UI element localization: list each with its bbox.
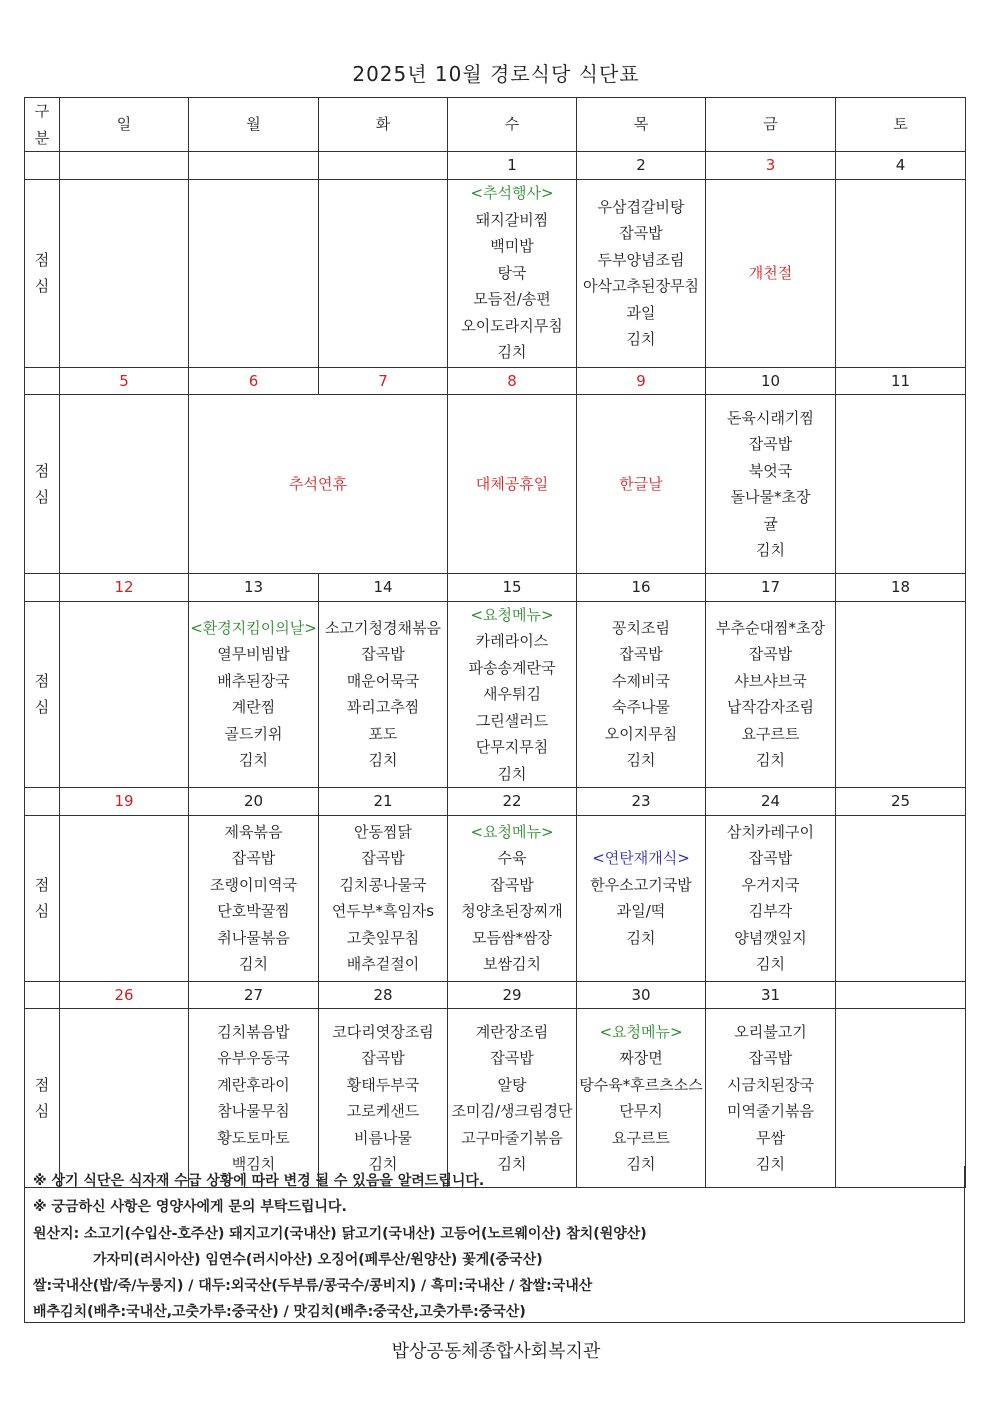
- menu-item: 새우튀김: [483, 685, 541, 703]
- date-row: [25, 788, 966, 816]
- menu-item: 단무지무침: [475, 738, 549, 756]
- menu-item: 청양초된장찌개: [461, 902, 563, 920]
- menu-item: 김치: [626, 751, 656, 770]
- menu-item: 우삼겹갈비탕: [597, 197, 685, 216]
- menu-item: 유부우동국: [217, 1049, 290, 1067]
- meal-cell: [706, 815, 836, 981]
- day-header-mon: 월: [189, 98, 319, 152]
- event-tag: <환경지킴이의날>: [190, 618, 317, 637]
- category-header: 구 분: [25, 98, 60, 152]
- date-cell: [836, 981, 966, 1009]
- date-cell: 1: [448, 152, 577, 180]
- menu-item: 김치: [368, 751, 398, 770]
- menu-item: 오리불고기: [734, 1022, 807, 1041]
- notice-change: ※ 상기 식단은 식자재 수급 상황에 따라 변경 될 수 있음을 알려드립니다.: [33, 1173, 485, 1189]
- menu-item: 안동찜닭: [354, 822, 412, 841]
- menu-item: 꽁치조림: [612, 618, 670, 637]
- menu-item: 김치: [626, 330, 656, 348]
- menu-item: 우거지국: [741, 875, 800, 894]
- holiday-cell-chuseok: 추석연휴: [189, 395, 448, 574]
- menu-item: 소고기청경채볶음: [325, 618, 441, 637]
- menu-item: 김치: [497, 343, 527, 362]
- meal-cell: [706, 395, 836, 574]
- date-cell: 11: [836, 367, 966, 395]
- menu-item: 열무비빔밥: [217, 645, 290, 664]
- lunch-label: 점 심: [25, 395, 60, 574]
- date-cell-holiday: 7: [319, 367, 448, 395]
- holiday-cell-substitute: 대체공휴일: [448, 395, 577, 574]
- date-row: [25, 981, 966, 1009]
- date-cell: 2: [577, 152, 706, 180]
- date-cell: 25: [836, 788, 966, 816]
- menu-item: 포도: [368, 724, 398, 743]
- menu-item: 알탕: [497, 1075, 527, 1094]
- date-cell: 13: [189, 574, 319, 602]
- menu-item: 잡곡밥: [748, 849, 793, 867]
- meal-cell: [577, 601, 706, 788]
- menu-item: 고춧잎무침: [346, 928, 420, 947]
- event-tag: <요청메뉴>: [470, 605, 554, 624]
- notice-inquiry: ※ 궁금하신 사항은 영양사에게 문의 부탁드립니다.: [33, 1199, 347, 1216]
- meal-cell-empty: [189, 179, 319, 367]
- date-cell: 16: [577, 574, 706, 602]
- menu-item: 김치: [756, 955, 785, 973]
- meal-cell: [319, 1009, 448, 1188]
- menu-item: 김치: [239, 955, 268, 973]
- meal-cell: [448, 815, 577, 981]
- meal-cell-empty: [836, 601, 966, 788]
- menu-item: 카레라이스: [475, 632, 549, 650]
- menu-item: 김치: [626, 1155, 656, 1173]
- meal-cell: [448, 1009, 577, 1188]
- date-row: [25, 367, 966, 395]
- menu-item: 수제비국: [612, 671, 670, 690]
- meal-cell-empty: [836, 815, 966, 981]
- menu-item: 모듬전/송편: [473, 290, 551, 309]
- date-row: [25, 152, 966, 180]
- meal-cell: [706, 601, 836, 788]
- menu-item: 김치콩나물국: [339, 875, 427, 894]
- meal-cell: [577, 815, 706, 981]
- menu-item: 백김치: [231, 1155, 276, 1173]
- meal-cell: [319, 815, 448, 981]
- menu-item: 제육볶음: [224, 822, 283, 841]
- menu-item: 매운어묵국: [346, 671, 420, 690]
- date-cell-holiday: 5: [60, 367, 189, 395]
- meal-cell-empty: [836, 1009, 966, 1188]
- menu-item: 두부양념조림: [597, 250, 685, 269]
- menu-item: 과일/떡: [616, 902, 666, 920]
- menu-item: 보쌈김치: [483, 955, 541, 973]
- menu-item: 북엇국: [748, 461, 793, 480]
- meal-cell: [319, 601, 448, 788]
- holiday-cell: 개천절: [706, 179, 836, 367]
- date-cell: [189, 152, 319, 180]
- date-cell: 21: [319, 788, 448, 816]
- meal-cell: [189, 601, 319, 788]
- menu-item: 단호박꿀찜: [217, 902, 290, 920]
- menu-item: 요구르트: [741, 724, 800, 743]
- menu-item: 김치볶음밥: [217, 1022, 290, 1041]
- menu-item: 김치: [239, 751, 268, 770]
- day-header-tue: 화: [319, 98, 448, 152]
- event-tag: <요청메뉴>: [599, 1022, 683, 1041]
- menu-item: 조랭이미역국: [210, 875, 297, 894]
- menu-item: 김치: [626, 928, 656, 947]
- menu-item: 샤브샤브국: [734, 671, 807, 690]
- menu-item: 김치: [756, 1155, 785, 1173]
- menu-item: 잡곡밥: [361, 645, 405, 664]
- meal-cell: [448, 601, 577, 788]
- date-cell-holiday: 3: [706, 152, 836, 180]
- lunch-label: 점 심: [25, 1009, 60, 1188]
- menu-item: 시금치된장국: [727, 1075, 814, 1094]
- date-cell-holiday: 12: [60, 574, 189, 602]
- menu-item: 과일: [626, 303, 656, 322]
- menu-item: 계란후라이: [217, 1075, 290, 1094]
- menu-item: 잡곡밥: [361, 1049, 405, 1067]
- menu-item: 잡곡밥: [231, 849, 276, 867]
- origin-kimchi: 배추김치(배추:국내산,고춧가루:중국산) / 맛김치(배추:중국산,고춧가루:중국산): [33, 1304, 526, 1321]
- menu-item: 아삭고추된장무침: [583, 277, 699, 295]
- menu-item: 배추된장국: [217, 671, 290, 690]
- day-header-fri: 금: [706, 98, 836, 152]
- menu-item: 단무지: [619, 1102, 663, 1120]
- date-cell: 10: [706, 367, 836, 395]
- holiday-cell-hangul: 한글날: [577, 395, 706, 574]
- date-cell: 14: [319, 574, 448, 602]
- menu-item: 탕수육*후르츠소스: [579, 1075, 703, 1094]
- date-cell: 24: [706, 788, 836, 816]
- date-cell: 20: [189, 788, 319, 816]
- meal-cell-empty: [836, 179, 966, 367]
- meal-cell: [189, 815, 319, 981]
- menu-item: 무쌈: [756, 1128, 785, 1147]
- date-cell-holiday: 8: [448, 367, 577, 395]
- menu-item: 그린샐러드: [475, 711, 549, 730]
- meal-cell-empty: [60, 1009, 189, 1188]
- day-header-wed: 수: [448, 98, 577, 152]
- meal-cell: [577, 1009, 706, 1188]
- menu-item: 수육: [497, 849, 527, 867]
- menu-item: 잡곡밥: [361, 849, 405, 867]
- menu-item: 모듬쌈*쌈장: [472, 928, 552, 947]
- event-tag: <연탄재개식>: [592, 849, 690, 867]
- menu-item: 황도토마토: [217, 1128, 290, 1147]
- meal-cell: [189, 1009, 319, 1188]
- meal-cell-empty: [836, 395, 966, 574]
- date-cell: 22: [448, 788, 577, 816]
- origin-line-2: 가자미(러시아산) 임연수(러시아산) 오징어(페루산/원양산) 꽃게(중국산): [93, 1251, 543, 1268]
- menu-item: 고로케샌드: [346, 1102, 420, 1120]
- date-cell: 23: [577, 788, 706, 816]
- origin-grains: 쌀:국내산(밥/죽/누룽지) / 대두:외국산(두부류/콩국수/콩비지) / 흑미:국내산 / 찹쌀:국내산: [33, 1278, 593, 1295]
- menu-item: 참나물무침: [217, 1102, 290, 1120]
- menu-item: 돼지갈비찜: [475, 210, 549, 229]
- menu-item: 파송송계란국: [468, 658, 556, 677]
- menu-item: 김부각: [748, 902, 793, 920]
- menu-item: 연두부*흑임자s: [331, 902, 435, 920]
- menu-item: 짜장면: [619, 1049, 663, 1067]
- menu-item: 김치: [497, 764, 527, 783]
- event-tag: <요청메뉴>: [470, 822, 554, 841]
- menu-item: 한우소고기국밥: [590, 875, 692, 894]
- menu-item: 미역줄기볶음: [727, 1102, 814, 1120]
- menu-item: 계란찜: [231, 698, 276, 717]
- menu-item: 김치: [497, 1155, 527, 1173]
- menu-item: 오이지무침: [604, 724, 678, 743]
- menu-item: 잡곡밥: [490, 875, 534, 894]
- lunch-row: [25, 1009, 966, 1188]
- notes-box: [24, 1166, 965, 1323]
- menu-item: 납작감자조림: [727, 698, 814, 717]
- menu-item: 양념깻잎지: [734, 928, 807, 947]
- day-header-thu: 목: [577, 98, 706, 152]
- menu-item: 고구마줄기볶음: [461, 1128, 563, 1147]
- date-cell-holiday: 19: [60, 788, 189, 816]
- lunch-row: [25, 601, 966, 788]
- date-cell: [60, 152, 189, 180]
- header-row: [25, 98, 966, 152]
- menu-item: 부추순대찜*초장: [716, 618, 825, 637]
- page-title: 2025년 10월 경로식당 식단표: [352, 62, 640, 86]
- date-cell: [319, 152, 448, 180]
- date-cell: 4: [836, 152, 966, 180]
- date-cell: 15: [448, 574, 577, 602]
- menu-item: 삼치카레구이: [727, 822, 814, 841]
- menu-item: 코다리엿장조림: [332, 1022, 434, 1041]
- menu-item: 잡곡밥: [748, 1049, 793, 1067]
- menu-item: 비름나물: [354, 1128, 412, 1147]
- menu-item: 잡곡밥: [619, 645, 663, 664]
- lunch-label: 점 심: [25, 179, 60, 367]
- menu-item: 잡곡밥: [490, 1049, 534, 1067]
- menu-item: 김치: [756, 541, 785, 559]
- organization-name: 밥상공동체종합사회복지관: [391, 1341, 601, 1362]
- date-cell-holiday: 6: [189, 367, 319, 395]
- menu-item: 탕국: [497, 263, 527, 282]
- menu-item: 잡곡밥: [748, 435, 793, 453]
- lunch-row: [25, 815, 966, 981]
- menu-item: 계란장조림: [475, 1022, 549, 1041]
- menu-item: 배추겉절이: [346, 955, 420, 973]
- date-cell: 30: [577, 981, 706, 1009]
- date-cell: 18: [836, 574, 966, 602]
- meal-cell-empty: [319, 179, 448, 367]
- lunch-row: [25, 395, 966, 574]
- menu-item: 꽈리고추찜: [346, 698, 420, 717]
- menu-item: 돌나물*초장: [730, 488, 811, 506]
- menu-item: 요구르트: [612, 1128, 670, 1147]
- menu-item: 골드키위: [224, 724, 283, 743]
- date-cell: 27: [189, 981, 319, 1009]
- date-cell: 31: [706, 981, 836, 1009]
- lunch-row: [25, 179, 966, 367]
- date-row: [25, 574, 966, 602]
- date-cell: 17: [706, 574, 836, 602]
- menu-item: 황태두부국: [346, 1075, 420, 1094]
- menu-item: 숙주나물: [612, 698, 670, 717]
- date-cell-holiday: 26: [60, 981, 189, 1009]
- menu-item: 김치: [756, 751, 785, 770]
- lunch-label: 점 심: [25, 815, 60, 981]
- menu-item: 취나물볶음: [217, 928, 290, 947]
- meal-cell-empty: [60, 179, 189, 367]
- date-cell-holiday: 9: [577, 367, 706, 395]
- event-tag: <추석행사>: [470, 184, 554, 203]
- menu-item: 조미김/생크림경단: [451, 1102, 573, 1120]
- menu-item: 잡곡밥: [619, 224, 663, 242]
- day-header-sat: 토: [836, 98, 966, 152]
- menu-item: 김치: [368, 1155, 398, 1173]
- meal-cell-empty: [60, 601, 189, 788]
- menu-item: 귤: [763, 514, 778, 533]
- origin-line-1: 원산지: 소고기(수입산-호주산) 돼지고기(국내산) 닭고기(국내산) 고등어(노르웨이산) 참치(원양산): [33, 1225, 647, 1242]
- menu-item: 오이도라지무침: [461, 316, 563, 335]
- meal-cell-empty: [60, 815, 189, 981]
- meal-cell-empty: [60, 395, 189, 574]
- menu-item: 돈육시래기찜: [727, 408, 814, 427]
- meal-cell: [448, 179, 577, 367]
- meal-cell: [577, 179, 706, 367]
- menu-item: 백미밥: [490, 237, 534, 256]
- menu-item: 잡곡밥: [748, 645, 793, 664]
- day-header-sun: 일: [60, 98, 189, 152]
- date-cell: 28: [319, 981, 448, 1009]
- meal-table: [24, 97, 966, 1188]
- date-cell: 29: [448, 981, 577, 1009]
- meal-cell: [706, 1009, 836, 1188]
- lunch-label: 점 심: [25, 601, 60, 788]
